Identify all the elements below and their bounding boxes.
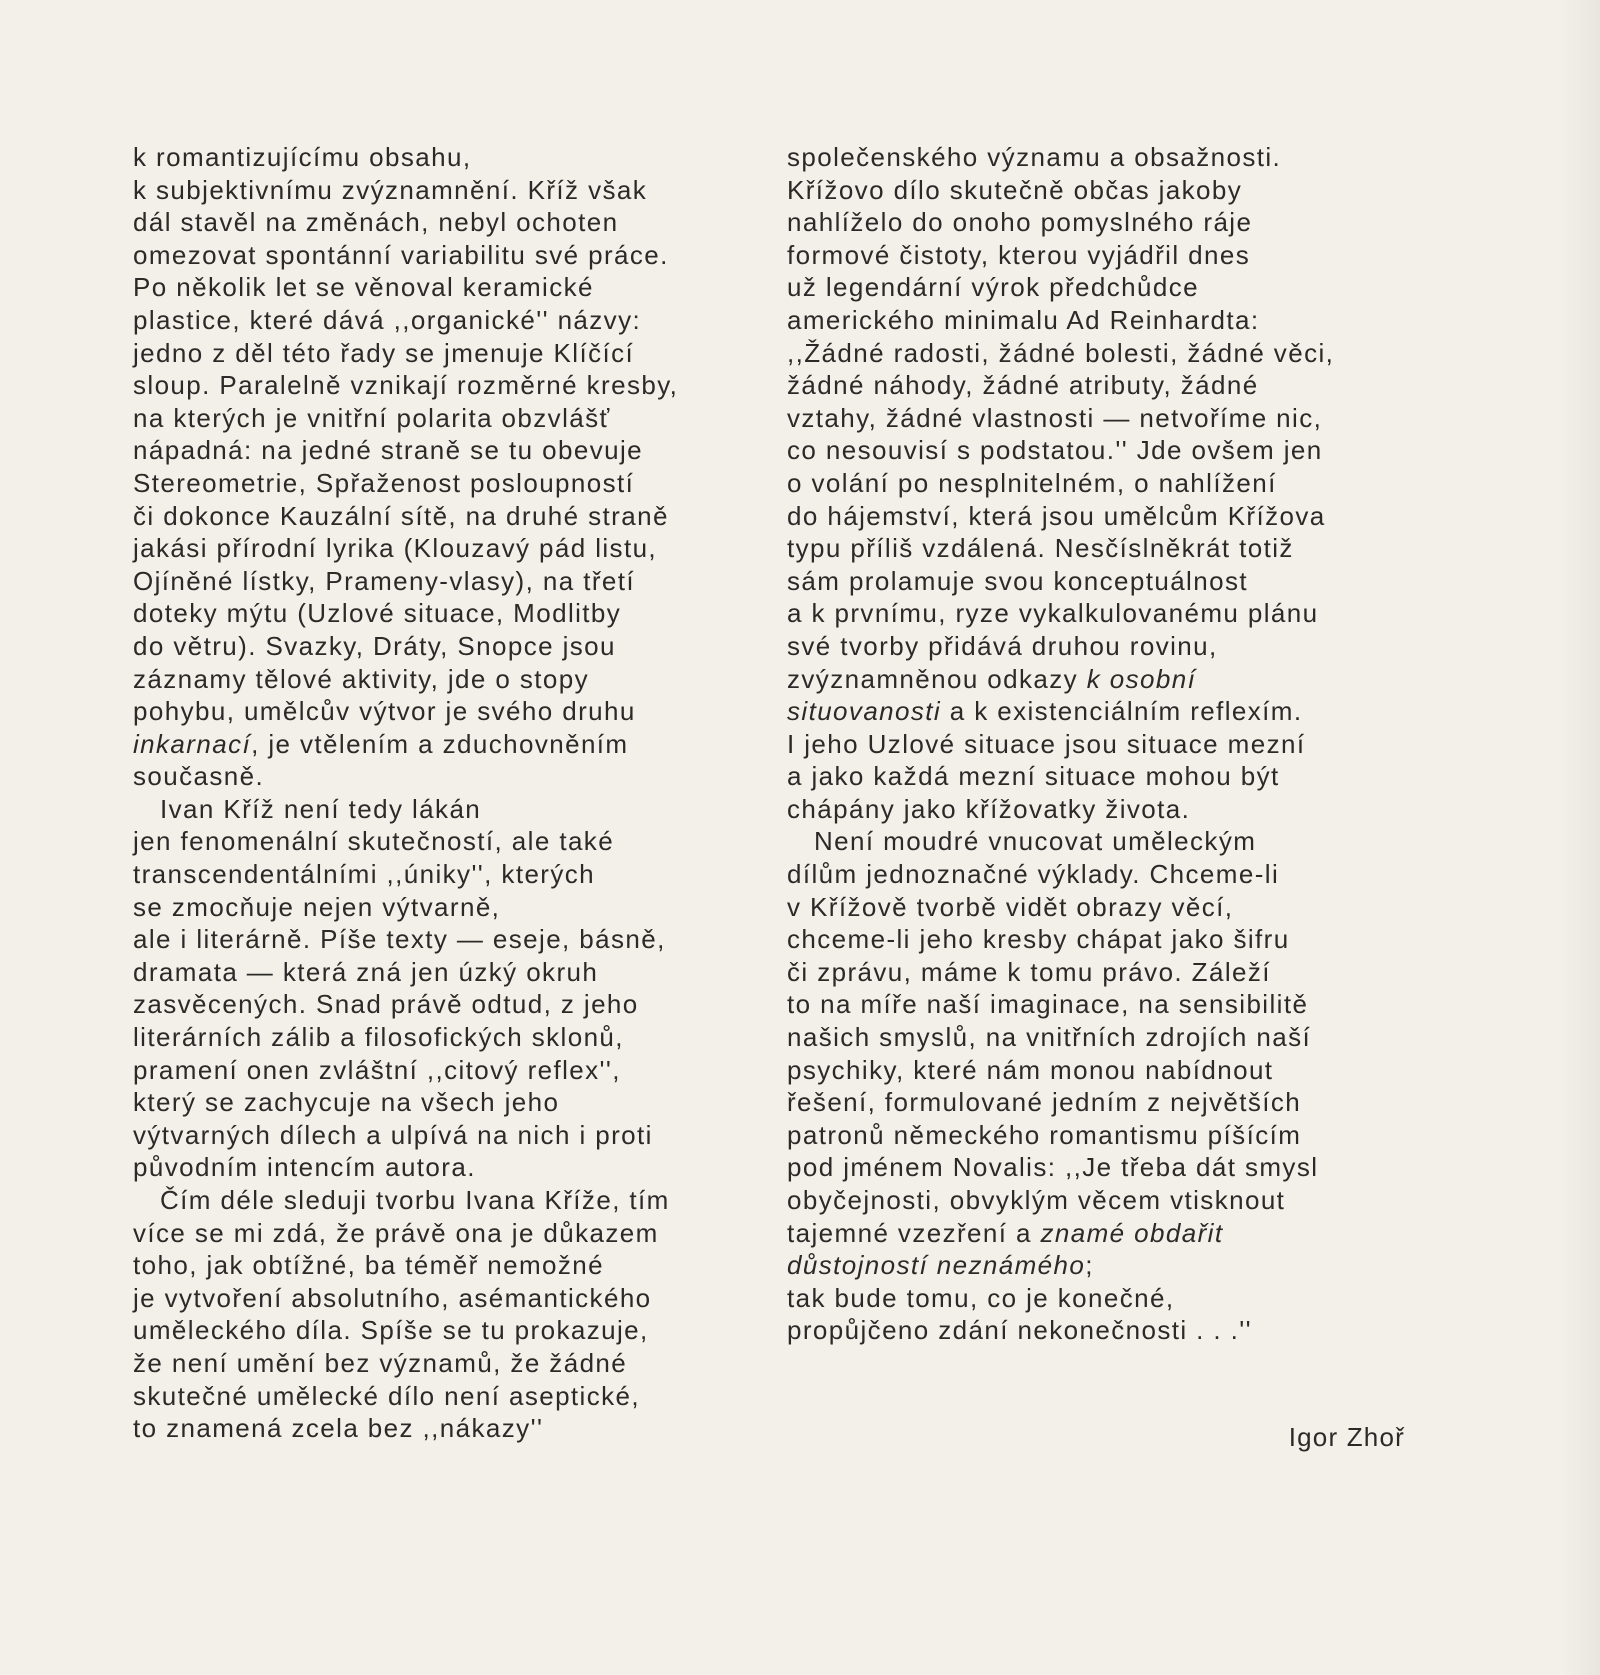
text-line xyxy=(133,597,678,630)
text-line xyxy=(787,1086,1334,1119)
text-line xyxy=(787,825,1334,858)
text-segment: že není umění bez významů, že žádné xyxy=(133,1347,628,1378)
text-line xyxy=(133,1380,678,1413)
text-segment: jedno z děl této řady se jmenuje Klíčící xyxy=(133,337,635,368)
text-segment: literárních zálib a filosofických sklonů, xyxy=(133,1022,624,1053)
text-line xyxy=(787,532,1334,565)
text-segment: a k prvnímu, ryze vykalkulovanému plánu xyxy=(787,598,1319,629)
text-line xyxy=(787,1217,1334,1250)
text-line xyxy=(787,500,1334,533)
text-line xyxy=(133,793,678,826)
text-segment: jen fenomenální skutečností, ale také xyxy=(133,826,615,857)
text-segment: původním intencím autora. xyxy=(133,1152,476,1183)
text-line xyxy=(787,956,1334,989)
text-line xyxy=(787,923,1334,956)
text-segment: uměleckého díla. Spíše se tu prokazuje, xyxy=(133,1315,649,1346)
text-segment: doteky mýtu (Uzlové situace, Modlitby xyxy=(133,598,622,629)
text-segment: Křížovo dílo skutečně občas jakoby xyxy=(787,174,1243,205)
text-line xyxy=(787,630,1334,663)
text-segment: jakási přírodní lyrika (Klouzavý pád listu, xyxy=(133,533,658,564)
paragraph-start: Ivan Kříž není tedy lákán xyxy=(160,793,482,824)
text-segment: transcendentálními ,,úniky'', kterých xyxy=(133,859,596,890)
text-line xyxy=(133,532,678,565)
text-line xyxy=(133,663,678,696)
text-segment: ; xyxy=(1085,1250,1094,1281)
text-line xyxy=(133,1412,678,1445)
text-segment: chápány jako křížovatky života. xyxy=(787,793,1191,824)
text-segment: záznamy tělové aktivity, jde o stopy xyxy=(133,663,589,694)
italic-emphasis: důstojností neznámého xyxy=(787,1250,1086,1281)
italic-emphasis: znamé obdařit xyxy=(1040,1217,1224,1248)
text-segment: se zmocňuje nejen výtvarně, xyxy=(133,891,501,922)
text-line xyxy=(787,434,1334,467)
left-text-column xyxy=(133,141,678,1445)
text-line xyxy=(133,337,678,370)
text-segment: v Křížově tvorbě vidět obrazy věcí, xyxy=(787,891,1234,922)
text-line xyxy=(787,1184,1334,1217)
text-segment: Ojíněné lístky, Prameny-vlasy), na třetí xyxy=(133,565,635,596)
text-segment: skutečné umělecké dílo není aseptické, xyxy=(133,1380,641,1411)
text-segment: Po několik let se věnoval keramické xyxy=(133,272,594,303)
text-segment: nápadná: na jedné straně se tu obevuje xyxy=(133,435,644,466)
text-line xyxy=(133,304,678,337)
text-line xyxy=(133,1314,678,1347)
text-line xyxy=(787,695,1334,728)
text-segment: své tvorby přidává druhou rovinu, xyxy=(787,630,1218,661)
text-segment: co nesouvisí s podstatou.'' Jde ovšem jen xyxy=(787,435,1323,466)
text-line xyxy=(787,565,1334,598)
text-segment: to znamená zcela bez ,,nákazy'' xyxy=(133,1413,544,1444)
text-segment: chceme-li jeho kresby chápat jako šifru xyxy=(787,924,1290,955)
text-segment: do hájemství, která jsou umělcům Křížova xyxy=(787,500,1326,531)
text-line xyxy=(133,434,678,467)
text-line xyxy=(787,1021,1334,1054)
text-line xyxy=(133,1054,678,1087)
text-line xyxy=(133,1249,678,1282)
text-line xyxy=(787,174,1334,207)
text-segment: omezovat spontánní variabilitu své práce. xyxy=(133,239,669,270)
text-line xyxy=(787,304,1334,337)
text-segment: tak bude tomu, co je konečné, xyxy=(787,1282,1175,1313)
text-segment: Stereometrie, Spřaženost posloupností xyxy=(133,467,635,498)
text-line xyxy=(133,1184,678,1217)
paragraph-start: Není moudré vnucovat uměleckým xyxy=(814,826,1257,857)
text-line xyxy=(787,1119,1334,1152)
text-segment: a k existenciálním reflexím. xyxy=(941,696,1303,727)
text-segment: do větru). Svazky, Dráty, Snopce jsou xyxy=(133,630,616,661)
text-segment: obyčejnosti, obvyklým věcem vtisknout xyxy=(787,1185,1286,1215)
text-segment: pramení onen zvláštní ,,citový reflex'', xyxy=(133,1054,621,1085)
text-line xyxy=(133,1119,678,1152)
text-segment: pohybu, umělcův výtvor je svého druhu xyxy=(133,696,636,727)
text-segment: to na míře naší imaginace, na sensibilitě xyxy=(787,989,1309,1020)
text-segment: k subjektivnímu zvýznamnění. Kříž však xyxy=(133,174,648,205)
text-segment: nahlíželo do onoho pomyslného ráje xyxy=(787,207,1253,238)
text-segment: o volání po nesplnitelném, o nahlížení xyxy=(787,467,1277,498)
text-line xyxy=(787,1282,1334,1315)
text-segment: více se mi zdá, že právě ona je důkazem xyxy=(133,1217,659,1248)
text-line xyxy=(787,271,1334,304)
right-text-column xyxy=(787,141,1334,1347)
italic-emphasis: inkarnací xyxy=(133,728,252,759)
text-segment: a jako každá mezní situace mohou být xyxy=(787,761,1280,792)
text-segment: patronů německého romantismu píšícím xyxy=(787,1119,1302,1150)
text-line xyxy=(133,956,678,989)
text-line xyxy=(133,728,678,761)
text-segment: žádné náhody, žádné atributy, žádné xyxy=(787,370,1259,401)
text-segment: tajemné vzezření a xyxy=(787,1217,1041,1248)
text-segment: dramata — která zná jen úzký okruh xyxy=(133,956,599,987)
text-line xyxy=(787,663,1334,696)
text-line xyxy=(133,174,678,207)
text-line xyxy=(133,239,678,272)
text-segment: k romantizujícímu obsahu, xyxy=(133,142,472,172)
text-line xyxy=(133,760,678,793)
text-segment: či dokonce Kauzální sítě, na druhé straně xyxy=(133,500,669,531)
text-segment: amerického minimalu Ad Reinhardta: xyxy=(787,304,1260,335)
text-segment: toho, jak obtížné, ba téměř nemožné xyxy=(133,1250,605,1281)
text-segment: sám prolamuje svou konceptuálnost xyxy=(787,565,1248,596)
text-line xyxy=(133,467,678,500)
text-line xyxy=(787,1314,1334,1347)
text-line xyxy=(787,1151,1334,1184)
text-segment: společenského významu a obsažnosti. xyxy=(787,142,1282,172)
text-segment: už legendární výrok předchůdce xyxy=(787,272,1200,303)
text-line xyxy=(133,923,678,956)
text-line xyxy=(787,206,1334,239)
text-segment: propůjčeno zdání nekonečnosti . . .'' xyxy=(787,1315,1252,1346)
text-segment: výtvarných dílech a ulpívá na nich i proti xyxy=(133,1119,653,1150)
author-signature: Igor Zhoř xyxy=(1288,1422,1405,1452)
text-line xyxy=(133,1021,678,1054)
text-line xyxy=(787,858,1334,891)
text-segment: zasvěcených. Snad právě odtud, z jeho xyxy=(133,989,639,1020)
text-line xyxy=(133,271,678,304)
text-segment: řešení, formulované jedním z největších xyxy=(787,1087,1302,1118)
text-line xyxy=(133,695,678,728)
text-line xyxy=(787,988,1334,1021)
text-line xyxy=(787,760,1334,793)
text-line xyxy=(787,239,1334,272)
text-segment: je vytvoření absolutního, asémantického xyxy=(133,1282,652,1313)
text-segment: , je vtělením a zduchovněním xyxy=(251,728,629,759)
text-line xyxy=(787,1054,1334,1087)
text-line xyxy=(133,1217,678,1250)
text-line xyxy=(133,1347,678,1380)
text-segment: psychiky, které nám monou nabídnout xyxy=(787,1054,1274,1085)
text-line xyxy=(787,793,1334,826)
text-line xyxy=(133,402,678,435)
text-segment: pod jménem Novalis: ,,Je třeba dát smysl xyxy=(787,1152,1319,1183)
text-line xyxy=(787,402,1334,435)
text-line xyxy=(133,1151,678,1184)
text-line xyxy=(133,206,678,239)
text-line xyxy=(133,630,678,663)
text-segment: současně. xyxy=(133,761,265,792)
text-line xyxy=(133,565,678,598)
text-line xyxy=(787,597,1334,630)
text-line xyxy=(133,500,678,533)
text-segment: či zprávu, máme k tomu právo. Záleží xyxy=(787,956,1271,987)
text-segment: I jeho Uzlové situace jsou situace mezní xyxy=(787,728,1306,759)
text-line xyxy=(133,825,678,858)
text-line xyxy=(133,1086,678,1119)
text-segment: ale i literárně. Píše texty — eseje, básně, xyxy=(133,924,666,955)
text-line xyxy=(787,337,1334,370)
text-segment: formové čistoty, kterou vyjádřil dnes xyxy=(787,239,1251,270)
text-line xyxy=(133,891,678,924)
text-line xyxy=(133,1282,678,1315)
text-line xyxy=(787,467,1334,500)
text-segment: našich smyslů, na vnitřních zdrojích naší xyxy=(787,1022,1312,1053)
text-line xyxy=(787,369,1334,402)
text-line xyxy=(787,1249,1334,1282)
text-segment: ,,Žádné radosti, žádné bolesti, žádné věci, xyxy=(787,337,1335,368)
text-line xyxy=(133,369,678,402)
text-line xyxy=(133,988,678,1021)
paragraph-start: Čím déle sleduji tvorbu Ivana Kříže, tím xyxy=(160,1185,670,1215)
text-segment: plastice, které dává ,,organické'' názvy: xyxy=(133,304,642,335)
italic-emphasis: k osobní xyxy=(1086,663,1197,694)
text-segment: dílům jednoznačné výklady. Chceme-li xyxy=(787,859,1280,890)
text-segment: na kterých je vnitřní polarita obzvlášť xyxy=(133,402,611,433)
text-line xyxy=(133,141,678,174)
text-segment: vztahy, žádné vlastnosti — netvoříme nic, xyxy=(787,402,1323,433)
italic-emphasis: situovanosti xyxy=(787,696,942,727)
page-edge-shadow xyxy=(1560,0,1600,1675)
text-line xyxy=(787,728,1334,761)
text-line xyxy=(787,891,1334,924)
text-segment: který se zachycuje na všech jeho xyxy=(133,1087,560,1118)
text-segment: sloup. Paralelně vznikají rozměrné kresby, xyxy=(133,370,679,401)
text-line xyxy=(787,141,1334,174)
text-segment: zvýznamněnou odkazy xyxy=(787,663,1087,694)
text-segment: dál stavěl na změnách, nebyl ochoten xyxy=(133,207,619,238)
text-segment: typu příliš vzdálená. Nesčíslněkrát totiž xyxy=(787,533,1294,564)
text-line xyxy=(133,858,678,891)
